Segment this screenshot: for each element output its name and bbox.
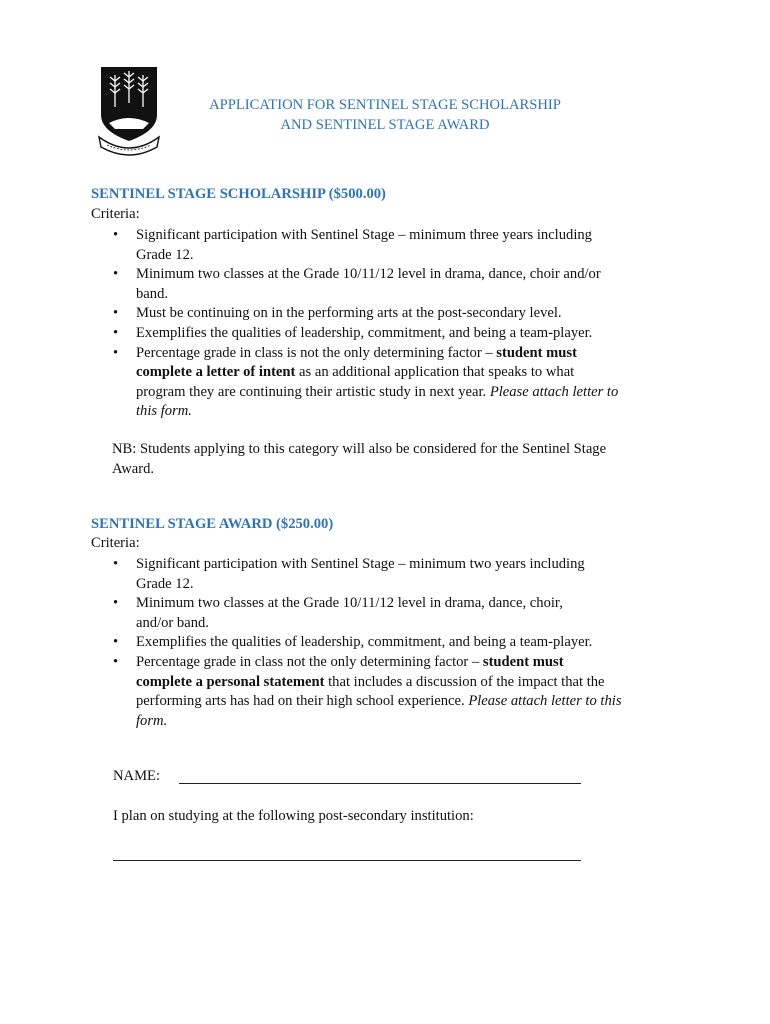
- institution-field[interactable]: [113, 860, 581, 861]
- list-item: • Significant participation with Sentinel Stage – minimum two years including Grade 12.: [91, 555, 691, 594]
- list-item: • Minimum two classes at the Grade 10/11/12 level in drama, dance, choir, and/or band.: [91, 594, 691, 633]
- list-item: • Minimum two classes at the Grade 10/11/12 level in drama, dance, choir and/or band.: [91, 265, 691, 304]
- scholarship-heading: SENTINEL STAGE SCHOLARSHIP ($500.00): [91, 186, 386, 202]
- name-field[interactable]: [179, 783, 581, 784]
- name-label: NAME:: [113, 768, 161, 784]
- scholarship-criteria-label: Criteria:: [91, 206, 140, 222]
- list-item: • Significant participation with Sentinel Stage – minimum three years including Grade 12.: [91, 226, 691, 265]
- scholarship-note: NB: Students applying to this category will also be considered for the Sentinel Stage Award.: [112, 441, 607, 477]
- title-line-1: APPLICATION FOR SENTINEL STAGE SCHOLARSHIP: [209, 97, 561, 113]
- institution-label: I plan on studying at the following post-secondary institution:: [113, 808, 474, 824]
- list-item: • Exemplifies the qualities of leadership, commitment, and being a team-player.: [91, 633, 691, 653]
- list-item: • Percentage grade in class not the only determining factor – student must complete a personal statement that includes a discussion of the impact that the performing arts has had on their high school experience. Please attach letter to this form.: [91, 653, 691, 731]
- list-item: • Percentage grade in class is not the only determining factor – student must complete a letter of intent as an additional application that speaks to what program they are continuing their artistic study in next year. Please attach letter to this form.: [91, 344, 691, 422]
- scholarship-criteria-list: [91, 226, 691, 422]
- award-heading: SENTINEL STAGE AWARD ($250.00): [91, 516, 334, 532]
- list-item: • Must be continuing on in the performing arts at the post-secondary level.: [91, 304, 691, 324]
- page-title: [150, 95, 620, 135]
- list-item: • Exemplifies the qualities of leadership, commitment, and being a team-player.: [91, 324, 691, 344]
- award-criteria-list: [91, 555, 691, 731]
- award-criteria-label: Criteria:: [91, 535, 140, 551]
- title-line-2: AND SENTINEL STAGE AWARD: [280, 117, 490, 133]
